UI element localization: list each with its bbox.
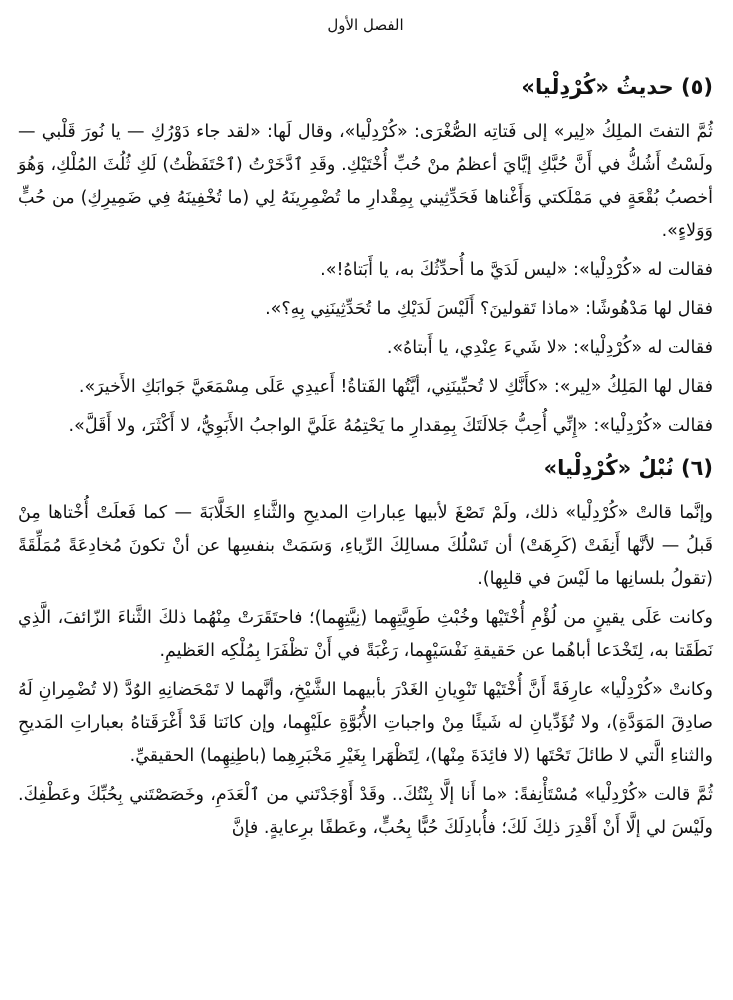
section-5-paragraph: ثُمَّ التفتَ الملِكُ «لِير» إلى فَتاتِه الصُّغْرَى: «كُرْدِلْيا»، وقال لَها: «لقد جاء دَوْرُكِ — يا نُورَ قَلْبي — ولَسْتُ أَشُكُّ في أَنَّ حُبَّكِ إيَّايَ أعظمُ منْ حُبِّ أُخْتَيْكِ. وقَدِ ٱدَّخَرْتُ (ٱحْتَفَظْتُ) لَكِ ثُلُثَ المُلْكِ، وَهُوَ أخصبُ بُقْعَةٍ في مَمْلَكتي وَأَغْناها فَحَدِّثِيني بِمِقْدارِ ما تُضْمِرِينَهُ لِي (ما تُخْفِينَهُ فِي ضَمِيرِكِ) من حُبٍّ وَوَلاءٍ».: [18, 122, 713, 241]
dialogue-line: فقالت «كُرْدِلْيا»: «إِنِّي أُحِبُّ جَلالَتَكَ بِمِقدارِ ما يَحْتِمُهُ عَلَيَّ الواجبُ الأَبَوِيُّ، لا أَكْثَرَ، ولا أَقَلَّ».: [68, 416, 713, 436]
section-6-paragraph: ثُمَّ قالت «كُرْدِلْيا» مُسْتَأْنِفةً: «ما أَنا إلَّا بِنْتُكَ.. وقَدْ أَوْجَدْتَني من ٱلْعَدَمِ، وخَصَصْتَني بِحُبِّكَ وعَطْفِكَ. ولَيْسَ لي إلَّا أَنْ أَقْدِرَ ذلِكَ لَكَ؛ فأُبادِلَكَ حُبًّا بِحُبٍّ، وعَطفًا برِعايةٍ. فإنَّ: [18, 785, 713, 838]
dialogue-line: فقال لها مَدْهُوشًا: «ماذا تَقولينَ؟ أَلَيْسَ لَدَيْكِ ما تُحَدِّثِينَنِي بِهِ؟».: [265, 299, 713, 319]
running-head: الفصل الأول: [327, 16, 404, 34]
dialogue-line: فقالت له «كُرْدِلْيا»: «لا شَيءَ عِنْدِي، يا أَبتاهُ».: [386, 338, 713, 358]
section-6-paragraph: وكانتْ «كُرْدِلْيا» عارِفَةً أَنَّ أُخْتَيْها تَنْوِيانِ الغَدْرَ بأبيهما الشَّيْخِ، وأنَّهما لا تَمْحَضانِهِ الوُدَّ (لا تُضْمِرانِ لَهُ صادِقَ المَوَدَّةِ)، ولا تُؤَدِّيانِ له شَيئًا مِنْ واجباتِ الأُبُوَّةِ علَيْهِما، وإن كانَتا قَدْ أَغْرَقَتاهُ بعباراتِ المَديحِ والثناءِ الَّتي لا طائلَ تَحْتَها (لا فائِدَةَ مِنْها)، لِتَظْهَرا بِغَيْرِ مَخْبَرِهِما (باطِنِهِما) الحقيقيِّ.: [18, 680, 713, 766]
section-6-paragraph: وإنَّما قالتْ «كُرْدِلْيا» ذلك، ولَمْ تَصْغَ لأبيها عِباراتِ المديحِ والثَّناءِ الخَلَّابَةَ — كما فَعلَتْ أُخْتاها مِنْ قَبلُ — لأنَّها أَنِفَتْ (كَرِهَتْ) أن تَسْلُكَ مسالِكَ الرِّياءِ، وَسَمَتْ بنفسِها عن أنْ تكونَ مُخادِعَةً مُمَلِّقَةً (تقولُ بلسانِها ما لَيْسَ في قلبِها).: [18, 503, 713, 589]
dialogue-line: فقال لها المَلِكُ «لِير»: «كأَنَّكِ لا تُحبِّينَنِي، أيَّتُها الفَتاةُ! أَعيدِي عَلَى مِسْمَعَيَّ جَوابَكِ الأَخيرَ».: [78, 377, 713, 397]
section-6-title: (٦) نُبْلُ «كُرْدِلْيا»: [543, 456, 713, 480]
section-6-paragraph: وكانت عَلَى يقينٍ من لُؤْمِ أُخْتَيْها وخُبْثِ طَوِيَّتِهِما (نِيَّتِهِما)؛ فاحتَقَرَتْ مِنْهُما ذلكَ الثَّناءَ الزّائفَ، الَّذِي نَطَقَتا به، لِتَخْدَعا أباهُما عن حَقيقةِ نَفْسَيْهِما، رَغْبَةً في أَنْ تظْفَرَا بِمُلْكِه العَظيمِ.: [18, 608, 713, 661]
section-5-title: (٥) حديثُ «كُرْدِلْيا»: [521, 75, 713, 99]
dialogue-line: فقالت له «كُرْدِلْيا»: «ليس لَدَيَّ ما أُحدِّثُكَ به، يا أَبَتاهُ!».: [320, 260, 713, 280]
